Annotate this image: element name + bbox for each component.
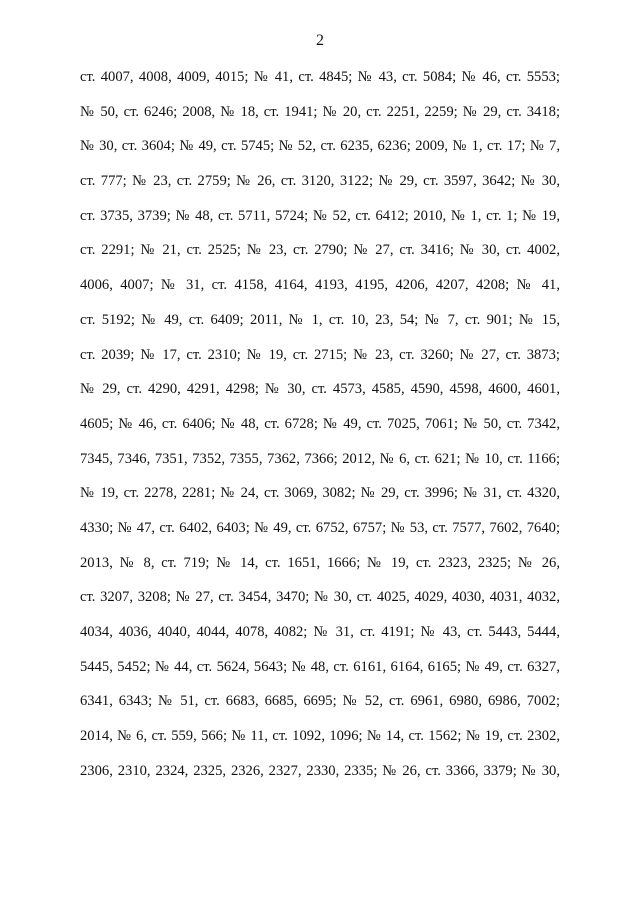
text-line: 2014, № 6, ст. 559, 566; № 11, ст. 1092, 1096; № 14, ст. 1562; № 19, ст. 2302, [80,728,560,745]
text-line: ст. 2039; № 17, ст. 2310; № 19, ст. 2715; № 23, ст. 3260; № 27, ст. 3873; [80,346,560,363]
text-line: ст. 2291; № 21, ст. 2525; № 23, ст. 2790; № 27, ст. 3416; № 30, ст. 4002, [80,242,560,259]
text-line: 5445, 5452; № 44, ст. 5624, 5643; № 48, ст. 6161, 6164, 6165; № 49, ст. 6327, [80,658,560,675]
text-line: 2013, № 8, ст. 719; № 14, ст. 1651, 1666; № 19, ст. 2323, 2325; № 26, [80,554,560,571]
text-line: ст. 4007, 4008, 4009, 4015; № 41, ст. 4845; № 43, ст. 5084; № 46, ст. 5553; [80,69,560,85]
text-line: ст. 3207, 3208; № 27, ст. 3454, 3470; № 30, ст. 4025, 4029, 4030, 4031, 4032, [80,589,560,606]
text-line: ст. 3735, 3739; № 48, ст. 5711, 5724; № 52, ст. 6412; 2010, № 1, ст. 1; № 19, [80,207,560,224]
text-line: 4006, 4007; № 31, ст. 4158, 4164, 4193, 4195, 4206, 4207, 4208; № 41, [80,277,560,294]
text-line: № 19, ст. 2278, 2281; № 24, ст. 3069, 3082; № 29, ст. 3996; № 31, ст. 4320, [80,485,560,502]
text-line: ст. 5192; № 49, ст. 6409; 2011, № 1, ст. 10, 23, 54; № 7, ст. 901; № 15, [80,311,560,328]
text-line: ст. 777; № 23, ст. 2759; № 26, ст. 3120, 3122; № 29, ст. 3597, 3642; № 30, [80,173,560,190]
document-body-text [80,68,560,796]
text-line: 4034, 4036, 4040, 4044, 4078, 4082; № 31, ст. 4191; № 43, ст. 5443, 5444, [80,624,560,640]
text-line: 2306, 2310, 2324, 2325, 2326, 2327, 2330, 2335; № 26, ст. 3366, 3379; № 30, [80,762,560,779]
text-line: 4330; № 47, ст. 6402, 6403; № 49, ст. 6752, 6757; № 53, ст. 7577, 7602, 7640; [80,519,560,536]
text-line: № 29, ст. 4290, 4291, 4298; № 30, ст. 4573, 4585, 4590, 4598, 4600, 4601, [80,381,560,398]
text-line: № 30, ст. 3604; № 49, ст. 5745; № 52, ст. 6235, 6236; 2009, № 1, ст. 17; № 7, [80,138,560,155]
text-line: № 50, ст. 6246; 2008, № 18, ст. 1941; № 20, ст. 2251, 2259; № 29, ст. 3418; [80,103,560,120]
text-line: 7345, 7346, 7351, 7352, 7355, 7362, 7366; 2012, № 6, ст. 621; № 10, ст. 1166; [80,450,560,467]
text-line: 4605; № 46, ст. 6406; № 48, ст. 6728; № 49, ст. 7025, 7061; № 50, ст. 7342, [80,415,560,432]
text-line: 6341, 6343; № 51, ст. 6683, 6685, 6695; № 52, ст. 6961, 6980, 6986, 7002; [80,693,560,710]
page-number: 2 [316,32,324,49]
